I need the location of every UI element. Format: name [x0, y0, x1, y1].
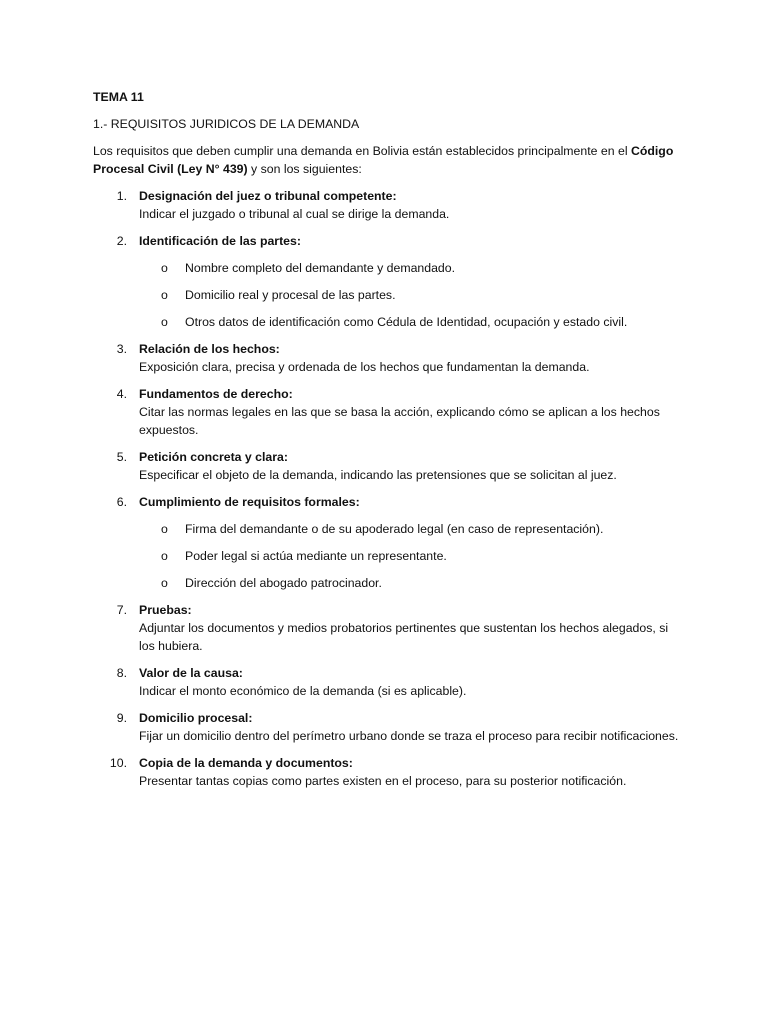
- item-description: Presentar tantas copias como partes existen en el proceso, para su posterior notificación.: [139, 774, 627, 788]
- item-title: Fundamentos de derecho:: [139, 387, 293, 401]
- requirement-item: [93, 187, 683, 223]
- intro-paragraph: [93, 142, 683, 178]
- requirements-list: [93, 187, 683, 790]
- item-number: 10.: [109, 756, 127, 770]
- item-title: Pruebas:: [139, 603, 192, 617]
- item-title: Domicilio procesal:: [139, 711, 253, 725]
- section-heading: 1.- REQUISITOS JURIDICOS DE LA DEMANDA: [93, 117, 360, 131]
- item-title: Designación del juez o tribunal competente:: [139, 189, 397, 203]
- item-number: 2.: [116, 234, 127, 248]
- bullet-icon: o: [161, 576, 168, 590]
- sub-item: [139, 313, 683, 331]
- item-title: Valor de la causa:: [139, 666, 243, 680]
- sub-item-text: Otros datos de identificación como Cédula de Identidad, ocupación y estado civil.: [185, 315, 628, 329]
- item-description: Indicar el monto económico de la demanda (si es aplicable).: [139, 684, 467, 698]
- sub-item-text: Firma del demandante o de su apoderado legal (en caso de representación).: [185, 522, 604, 536]
- sub-item-text: Nombre completo del demandante y demandado.: [185, 261, 456, 275]
- item-number: 1.: [116, 189, 127, 203]
- requirement-item: [93, 709, 683, 745]
- item-number: 7.: [116, 603, 127, 617]
- sub-item-text: Domicilio real y procesal de las partes.: [185, 288, 396, 302]
- requirement-item: [93, 340, 683, 376]
- intro-text-before: Los requisitos que deben cumplir una demanda en Bolivia están establecidos principalmente en el: [93, 144, 631, 158]
- topic-heading: TEMA 11: [93, 90, 144, 104]
- sub-item: [139, 286, 683, 304]
- item-title: Identificación de las partes:: [139, 234, 301, 248]
- sub-item-text: Dirección del abogado patrocinador.: [185, 576, 382, 590]
- intro-text-bold: Código Procesal Civil (Ley N° 439): [93, 144, 674, 176]
- item-description: Especificar el objeto de la demanda, indicando las pretensiones que se solicitan al juez.: [139, 468, 617, 482]
- requirement-item: [93, 664, 683, 700]
- sub-item: [139, 520, 683, 538]
- sub-list: [139, 520, 683, 592]
- document-content: [93, 88, 683, 799]
- item-number: 4.: [116, 387, 127, 401]
- item-description: Indicar el juzgado o tribunal al cual se dirige la demanda.: [139, 207, 450, 221]
- item-number: 9.: [116, 711, 127, 725]
- requirement-item: [93, 232, 683, 331]
- item-number: 6.: [116, 495, 127, 509]
- sub-item: [139, 547, 683, 565]
- requirement-item: [93, 493, 683, 592]
- bullet-icon: o: [161, 522, 168, 536]
- item-title: Petición concreta y clara:: [139, 450, 288, 464]
- requirement-item: [93, 448, 683, 484]
- requirement-item: [93, 385, 683, 439]
- bullet-icon: o: [161, 315, 168, 329]
- item-number: 3.: [116, 342, 127, 356]
- sub-item: [139, 259, 683, 277]
- bullet-icon: o: [161, 261, 168, 275]
- bullet-icon: o: [161, 549, 168, 563]
- item-description: Citar las normas legales en las que se basa la acción, explicando cómo se aplican a los hechos expuestos.: [139, 405, 660, 437]
- item-title: Cumplimiento de requisitos formales:: [139, 495, 360, 509]
- item-description: Fijar un domicilio dentro del perímetro urbano donde se traza el proceso para recibir notificaciones.: [139, 729, 679, 743]
- requirement-item: [93, 601, 683, 655]
- item-description: Exposición clara, precisa y ordenada de los hechos que fundamentan la demanda.: [139, 360, 590, 374]
- item-title: Relación de los hechos:: [139, 342, 280, 356]
- item-number: 5.: [116, 450, 127, 464]
- sub-list: [139, 259, 683, 331]
- sub-item-text: Poder legal si actúa mediante un representante.: [185, 549, 447, 563]
- requirement-item: [93, 754, 683, 790]
- item-title: Copia de la demanda y documentos:: [139, 756, 353, 770]
- bullet-icon: o: [161, 288, 168, 302]
- item-description: Adjuntar los documentos y medios probatorios pertinentes que sustentan los hechos alegados, si los hubiera.: [139, 621, 669, 653]
- item-number: 8.: [116, 666, 127, 680]
- sub-item: [139, 574, 683, 592]
- intro-text-after: y son los siguientes:: [247, 162, 362, 176]
